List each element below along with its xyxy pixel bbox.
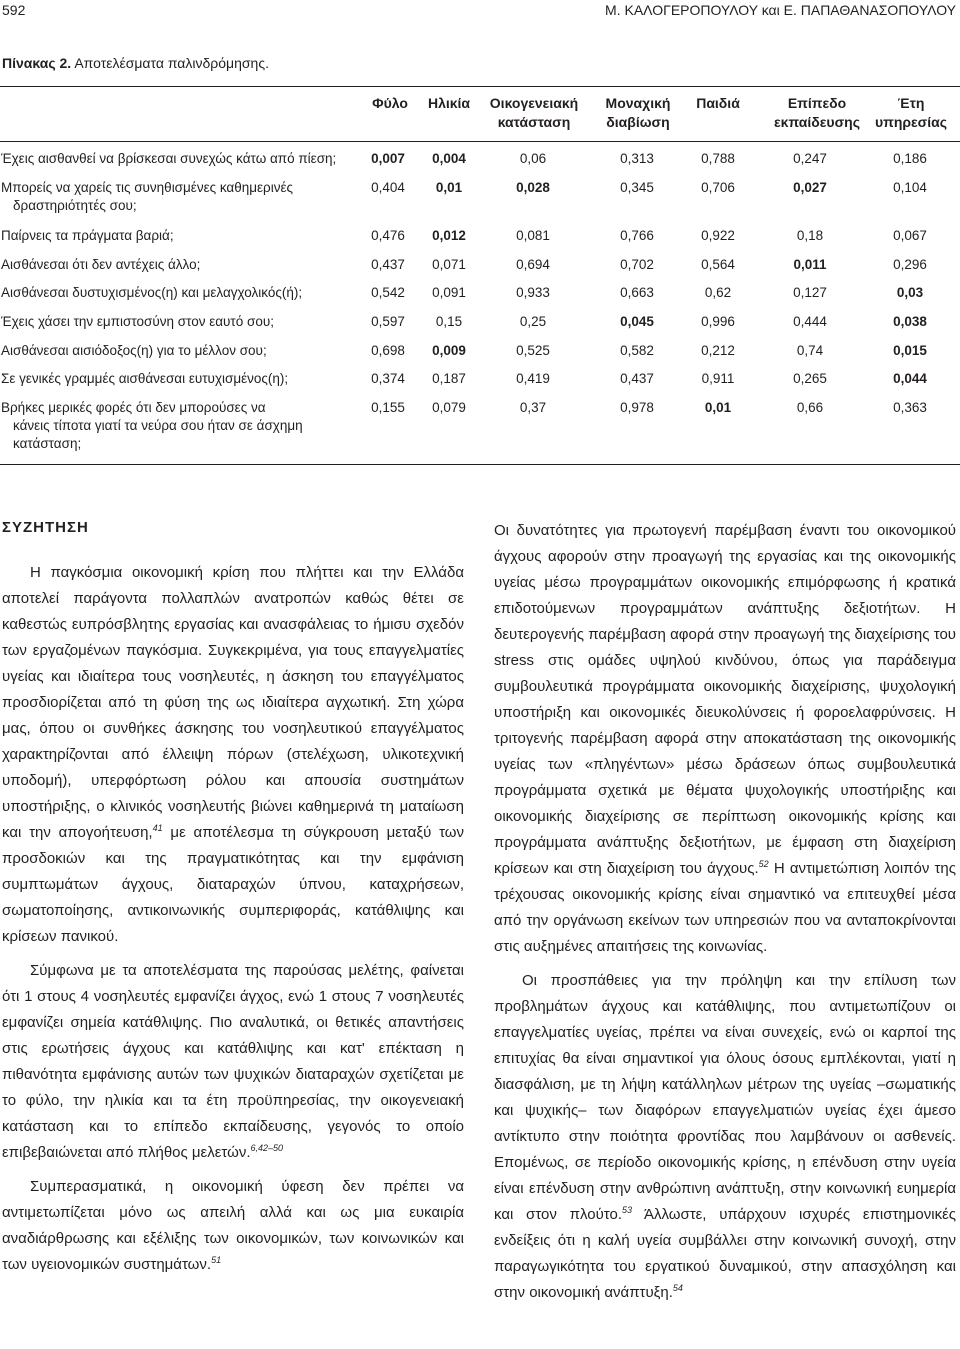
paragraph: Οι προσπάθειες για την πρόληψη και την επίλυση των προβλημάτων άγχους και κατάθλιψης, που αντιμετωπίζουν οι επαγγελματίες υγείας, πρέπει να είναι συνεχείς, ενώ οι καρποί της επιτυχίας θα είναι σημαντικοί για όλους όσους εμπλέκονται, γιατί η διασφάλιση, με τη λήψη κατάλληλων μέτρων της υγείας –σωματικής και ψυχικής– των διαφόρων επαγγελματιών υγείας έχει άμεσο αντίκτυπο στην ποιότητα φροντίδας που λαμβάνουν οι ασθενείς. Επομένως, σε περίοδο οικονομικής κρίσης, η επένδυση στην υγεία είναι επένδυση στην ανθρώπινη ανάπτυξη, στην κοινωνική ευημερία και στον πλούτο.$^{53}$ Άλλωστε, υπάρχουν ισχυρές επιστημονικές ενδείξεις ότι η καλή υγεία συμβάλλει στην κοινωνική συνοχή, στην παραγωγικότητα του εργατικού δυναμικού, στην απασχόληση και στην οικονομική ανάπτυξη.$^{54}$ [494,972,957,1301]
cell-education: 0,18 [796,228,824,243]
table-caption [2,55,269,71]
cell-age: 0,071 [432,257,466,272]
cell-education: 0,027 [793,180,827,195]
row-question: Μπορείς να χαρείς τις συνηθισμένες καθημερινές δραστηριότητές σου; [1,180,293,213]
section-heading-discussion: ΣΥΖΗΤΗΣΗ [2,519,89,536]
cell-age: 0,15 [435,314,463,329]
cell-marital-status: 0,694 [516,257,550,272]
col-header-marital-status: Οικογενειακή κατάσταση [489,95,579,130]
cell-sex: 0,542 [371,285,405,300]
row-question: Αισθάνεσαι ότι δεν αντέχεις άλλο; [1,257,201,272]
cell-age: 0,187 [432,371,466,386]
cell-sex: 0,597 [371,314,405,329]
table-header-rule [0,141,960,142]
paragraph: Οι δυνατότητες για πρωτογενή παρέμβαση έναντι του οικονομικού άγχους αφορούν στην προαγωγή της εργασίας και της οικονομικής υγείας μέσω προγραμμάτων οικονομικής επιμόρφωσης ή κρατικά επιδοτούμενων προγραμμάτων ανάπτυξης δεξιοτήτων. Η δευτερογενής παρέμβαση αφορά στην προαγωγή της διαχείρισης του stress στις ομάδες υψηλού κινδύνου, όπως για παράδειγμα συμβουλευτικά προγράμματα οικονομικής διαχείρισης, ψυχολογική υποστήριξη και οικονομικές διευκολύνσεις ή φοροελαφρύνσεις. Η τριτογενής παρέμβαση αφορά στην αποκατάσταση της οικονομικής υγείας των «πληγέντων» μέσω δράσεων όπως συμβουλευτικά προγράμματα σχετικά με θέματα ψυχολογικής υποστήριξης και οικονομικής διαχείρισης σε περίπτωση οικονομικής κρίσης και προγράμματα ανάπτυξης δεξιοτήτων, με έμφαση στη διαχείριση κρίσεων και στη διαχείριση του άγχους.$^{52}$ Η αντιμετώπιση λοιπόν της τρέχουσας οικονομικής κρίσης είναι σημαντικό να επιτευχθεί μέσα από την οργάνωση εκείνων των υπηρεσιών που να ανταποκρίνονται στις αυξημένες απαιτήσεις της κοινωνίας. [494,522,956,955]
cell-living-alone: 0,663 [620,285,654,300]
cell-education: 0,011 [793,257,827,272]
cell-age: 0,004 [432,151,466,166]
col-header-education: Επίπεδο εκπαίδευσης [774,95,860,130]
row-question: Βρήκες μερικές φορές ότι δεν μπορούσες να κάνεις τίποτα γιατί τα νεύρα σου ήταν σε άσχημη κατάσταση; [1,400,303,451]
cell-years-service: 0,186 [893,151,927,166]
cell-years-service: 0,104 [893,180,927,195]
cell-education: 0,74 [796,343,824,358]
cell-marital-status: 0,525 [516,343,550,358]
cell-years-service: 0,067 [893,228,927,243]
cell-children: 0,212 [701,343,735,358]
cell-sex: 0,007 [371,151,405,166]
cell-marital-status: 0,419 [516,371,550,386]
cell-sex: 0,374 [371,371,405,386]
cell-age: 0,009 [432,343,466,358]
cell-education: 0,127 [793,285,827,300]
cell-sex: 0,698 [371,343,405,358]
cell-children: 0,01 [704,400,732,415]
cell-living-alone: 0,582 [620,343,654,358]
cell-marital-status: 0,37 [519,400,547,415]
cell-children: 0,788 [701,151,735,166]
citation-ref: 52 [758,859,769,869]
citation-ref: 54 [672,1283,683,1293]
row-question: Σε γενικές γραμμές αισθάνεσαι ευτυχισμένος(η); [1,371,289,386]
running-authors: Μ. ΚΑΛΟΓΕΡΟΠΟΥΛΟΥ και Ε. ΠΑΠΑΘΑΝΑΣΟΠΟΥΛΟΥ [605,2,956,18]
table-bottom-rule [0,464,960,465]
cell-sex: 0,404 [371,180,405,195]
cell-children: 0,922 [701,228,735,243]
citation-ref: 6,42–50 [250,1143,284,1153]
cell-marital-status: 0,933 [516,285,550,300]
col-header-age: Ηλικία [427,95,471,111]
text-column-left [2,560,464,1286]
running-head [0,0,960,22]
cell-sex: 0,437 [371,257,405,272]
cell-living-alone: 0,766 [620,228,654,243]
cell-children: 0,706 [701,180,735,195]
cell-years-service: 0,03 [896,285,924,300]
cell-living-alone: 0,978 [620,400,654,415]
cell-education: 0,247 [793,151,827,166]
cell-marital-status: 0,081 [516,228,550,243]
cell-age: 0,091 [432,285,466,300]
cell-children: 0,564 [701,257,735,272]
paragraph: Συμπερασματικά, η οικονομική ύφεση δεν πρέπει να αντιμετωπίζεται μόνο ως απειλή αλλά και ως μια ευκαιρία αναδιάρθρωσης και εξέλιξης των οικονομικών, των κοινωνικών και των υγειονομικών συστημάτων.$^{51}$ [2,1178,464,1273]
cell-years-service: 0,044 [893,371,927,386]
cell-years-service: 0,363 [893,400,927,415]
cell-children: 0,62 [704,285,732,300]
citation-ref: 53 [622,1205,633,1215]
row-question: Αισθάνεσαι δυστυχισμένος(η) και μελαγχολικός(ή); [1,285,303,300]
cell-education: 0,66 [796,400,824,415]
paragraph: Σύμφωνα με τα αποτελέσματα της παρούσας μελέτης, φαίνεται ότι 1 στους 4 νοσηλευτές εμφανίζει άγχος, ενώ 1 στους 7 νοσηλευτές εμφανίζει σημεία κατάθλιψης. Πιο αναλυτικά, οι θετικές απαντήσεις στις ερωτήσεις άγχους και κατάθλιψης και κατ' επέκταση η πιθανότητα εμφάνισης αυτών των ψυχικών διαταραχών σχετίζεται με το φύλο, την ηλικία και τα έτη προϋπηρεσίας, την οικογενειακή κατάσταση και το επίπεδο εκπαίδευσης, γεγονός το οποίο επιβεβαιώνεται από πλήθος μελετών.$^{6,42-50}$ [2,962,464,1161]
cell-children: 0,911 [701,371,735,386]
cell-living-alone: 0,437 [620,371,654,386]
row-question: Παίρνεις τα πράγματα βαριά; [1,228,174,243]
cell-living-alone: 0,313 [620,151,654,166]
col-header-children: Παιδιά [696,95,740,111]
cell-age: 0,012 [432,228,466,243]
col-header-years-service: Έτη υπηρεσίας [874,95,948,130]
table-caption-label: Πίνακας 2. [2,55,72,71]
cell-marital-status: 0,028 [516,180,550,195]
cell-sex: 0,476 [371,228,405,243]
cell-children: 0,996 [701,314,735,329]
table-caption-text: Αποτελέσματα παλινδρόμησης. [74,55,269,71]
col-header-sex: Φύλο [372,95,408,111]
cell-education: 0,265 [793,371,827,386]
cell-years-service: 0,015 [893,343,927,358]
paragraph: Η παγκόσμια οικονομική κρίση που πλήττει και την Ελλάδα αποτελεί παράγοντα πολλαπλών ανατροπών καθώς θέτει σε καθεστώς ευπρόσβλητης εργασίας και ανασφάλειας το ήμισυ σχεδόν των εργαζομένων παγκόσμια. Συγκεκριμένα, για τους επαγγελματίες υγείας και ιδιαίτερα τους νοσηλευτές, η άσκηση του επαγγέλματος προσδιορίζεται από τη φύση της ως ιδιαίτερα αγχωτική. Στη χώρα μας, όπου οι συνθήκες άσκησης του νοσηλευτικού επαγγέλματος χαρακτηρίζονται από έλλειψη πόρων (στελέχωση, υλικοτεχνική υποδομή), υπερφόρτωση ρόλου και απουσία συστημάτων υποστήριξης, ο κλινικός νοσηλευτής βιώνει καθημερινά τη ματαίωση και την απογοήτευση,$^{41}$ με αποτέλεσμα τη σύγκρουση μεταξύ των προσδοκιών και της πραγματικότητας και την εμφάνιση συμπτωμάτων άγχους, διαταραχών ύπνου, καταχρήσεων, σωματοποίησης, αντικοινωνικής συμπεριφοράς, κατάθλιψης και κρίσεων πανικού. [2,564,465,945]
cell-marital-status: 0,06 [519,151,547,166]
cell-living-alone: 0,045 [620,314,654,329]
row-question: Αισθάνεσαι αισιόδοξος(η) για το μέλλον σου; [1,343,267,358]
page-number: 592 [2,2,26,18]
cell-living-alone: 0,702 [620,257,654,272]
cell-marital-status: 0,25 [519,314,547,329]
citation-ref: 51 [211,1255,222,1265]
citation-ref: 41 [152,823,163,833]
row-question: Έχεις αισθανθεί να βρίσκεσαι συνεχώς κάτω από πίεση; [1,151,337,166]
col-header-living-alone: Μοναχική διαβίωση [605,95,671,130]
cell-education: 0,444 [793,314,827,329]
cell-age: 0,01 [435,180,463,195]
cell-years-service: 0,296 [893,257,927,272]
table-top-rule [0,86,960,87]
row-question: Έχεις χάσει την εμπιστοσύνη στον εαυτό σου; [1,314,274,329]
cell-sex: 0,155 [371,400,405,415]
cell-age: 0,079 [432,400,466,415]
cell-years-service: 0,038 [893,314,927,329]
cell-living-alone: 0,345 [620,180,654,195]
text-column-right [494,518,956,1314]
